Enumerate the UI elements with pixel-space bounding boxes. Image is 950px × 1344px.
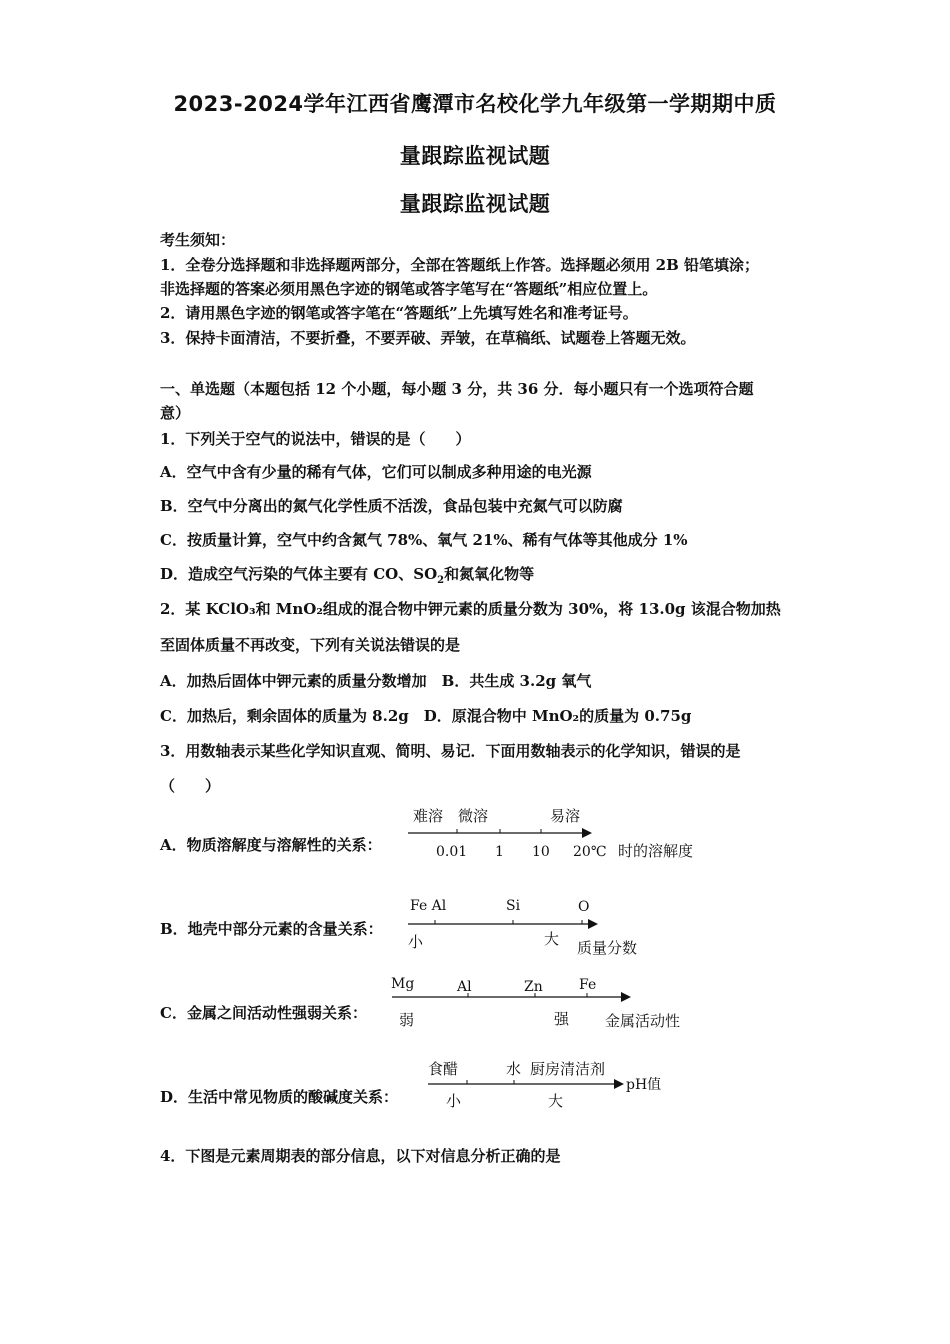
q1-option-d-sub: 2: [437, 575, 445, 586]
q3-b-arrow-icon: [588, 919, 598, 929]
q3-a-bottom-3: 10: [532, 844, 550, 860]
q3-d-arrow-icon: [614, 1079, 624, 1089]
q3-stem: 3．用数轴表示某些化学知识直观、简明、易记．下面用数轴表示的化学知识，错误的是: [160, 742, 741, 760]
q3-b-bottom-3: 质量分数: [577, 939, 638, 957]
q1-stem: 1．下列关于空气的说法中，错误的是（ ）: [160, 430, 471, 448]
q4-stem: 4．下图是元素周期表的部分信息，以下对信息分析正确的是: [160, 1147, 561, 1165]
q3-b-top-3: O: [578, 899, 590, 915]
q1-option-c: C．按质量计算，空气中约含氮气 78%、氧气 21%、稀有气体等其他成分 1%: [160, 531, 688, 549]
q3-b-top-1: Fe Al: [410, 898, 447, 914]
q3-c-label: C．金属之间活动性强弱关系：: [160, 1004, 367, 1022]
notice-heading: 考生须知：: [160, 231, 236, 249]
q1-option-d-pre: D．造成空气污染的气体主要有 CO、SO: [160, 565, 438, 583]
q3-b-top-2: Si: [506, 898, 521, 914]
q3-c-number-line: [385, 970, 715, 1040]
q3-c-bottom-1: 弱: [399, 1011, 415, 1029]
q3-c-bottom-2: 强: [554, 1010, 570, 1028]
notice-item-3: 3．保持卡面清洁，不要折叠，不要弄破、弄皱，在草稿纸、试题卷上答题无效。: [160, 329, 696, 347]
q3-a-top-2: 微溶: [458, 807, 489, 825]
notice-item-1b: 非选择题的答案必须用黑色字迹的钢笔或答字笔写在“答题纸”相应位置上。: [160, 280, 658, 298]
q3-c-bottom-3: 金属活动性: [605, 1012, 681, 1030]
q3-d-bottom-2: 大: [548, 1092, 564, 1110]
q3-a-top-1: 难溶: [413, 807, 444, 825]
q3-a-bottom-1: 0.01: [436, 844, 468, 860]
q3-d-number-line: [420, 1052, 690, 1122]
q1-option-d-post: 和氮氧化物等: [444, 565, 535, 583]
q1-option-b: B．空气中分离出的氮气化学性质不活泼，食品包装中充氮气可以防腐: [160, 497, 623, 515]
q3-b-number-line: [400, 890, 700, 965]
notice-item-1a: 1．全卷分选择题和非选择题两部分，全部在答题纸上作答。选择题必须用 2B 铅笔填涂；: [160, 256, 760, 274]
q3-a-bottom-2: 1: [495, 844, 504, 860]
q3-c-top-2: Al: [457, 979, 472, 995]
q2-options-cd: C．加热后，剩余固体的质量为 8.2g D．原混合物中 MnO₂的质量为 0.75g: [160, 707, 692, 725]
q3-c-top-1: Mg: [391, 976, 415, 992]
page-title-line2: 量跟踪监视试题: [399, 144, 551, 168]
q3-d-end-label: pH值: [626, 1077, 662, 1093]
page-title-line3: 量跟踪监视试题: [399, 192, 551, 216]
section-heading: 一、单选题（本题包括 12 个小题，每小题 3 分，共 36 分．每小题只有一个选项符合题: [160, 380, 754, 398]
q3-c-top-3: Zn: [524, 979, 543, 995]
q3-a-bottom-4: 20℃: [573, 844, 607, 860]
q1-option-a: A．空气中含有少量的稀有气体，它们可以制成多种用途的电光源: [160, 463, 592, 481]
q3-paren: （ ）: [160, 777, 221, 795]
q3-b-bottom-2: 大: [544, 930, 560, 948]
q3-c-arrow-icon: [621, 992, 631, 1002]
q3-c-top-4: Fe: [579, 977, 597, 993]
notice-item-2: 2．请用黑色字迹的钢笔或答字笔在“答题纸”上先填写姓名和准考证号。: [160, 304, 638, 322]
q3-a-top-3: 易溶: [550, 807, 581, 825]
q3-a-number-line: [400, 800, 720, 870]
q3-a-label: A．物质溶解度与溶解性的关系：: [160, 836, 382, 854]
q3-a-arrow-icon: [582, 828, 592, 838]
section-heading-cont: 意）: [160, 404, 191, 422]
q1-option-d: [160, 563, 534, 586]
q2-stem-cont: 至固体质量不再改变，下列有关说法错误的是: [160, 636, 461, 654]
q3-d-label: D．生活中常见物质的酸碱度关系：: [160, 1088, 399, 1106]
q3-d-top-3: 厨房清洁剂: [530, 1060, 606, 1078]
q3-d-bottom-1: 小: [446, 1092, 462, 1110]
q2-options-ab: A．加热后固体中钾元素的质量分数增加 B．共生成 3.2g 氧气: [160, 672, 592, 690]
q3-b-bottom-1: 小: [408, 933, 424, 951]
q3-b-label: B．地壳中部分元素的含量关系：: [160, 920, 383, 938]
q3-d-top-2: 水: [506, 1060, 522, 1078]
q2-stem: 2．某 KClO₃和 MnO₂组成的混合物中钾元素的质量分数为 30%，将 13.0g 该混合物加热: [160, 600, 781, 618]
q3-d-top-1: 食醋: [428, 1060, 459, 1078]
page-title: 2023-2024学年江西省鹰潭市名校化学九年级第一学期期中质: [173, 92, 777, 116]
q3-a-bottom-5: 时的溶解度: [618, 842, 694, 860]
